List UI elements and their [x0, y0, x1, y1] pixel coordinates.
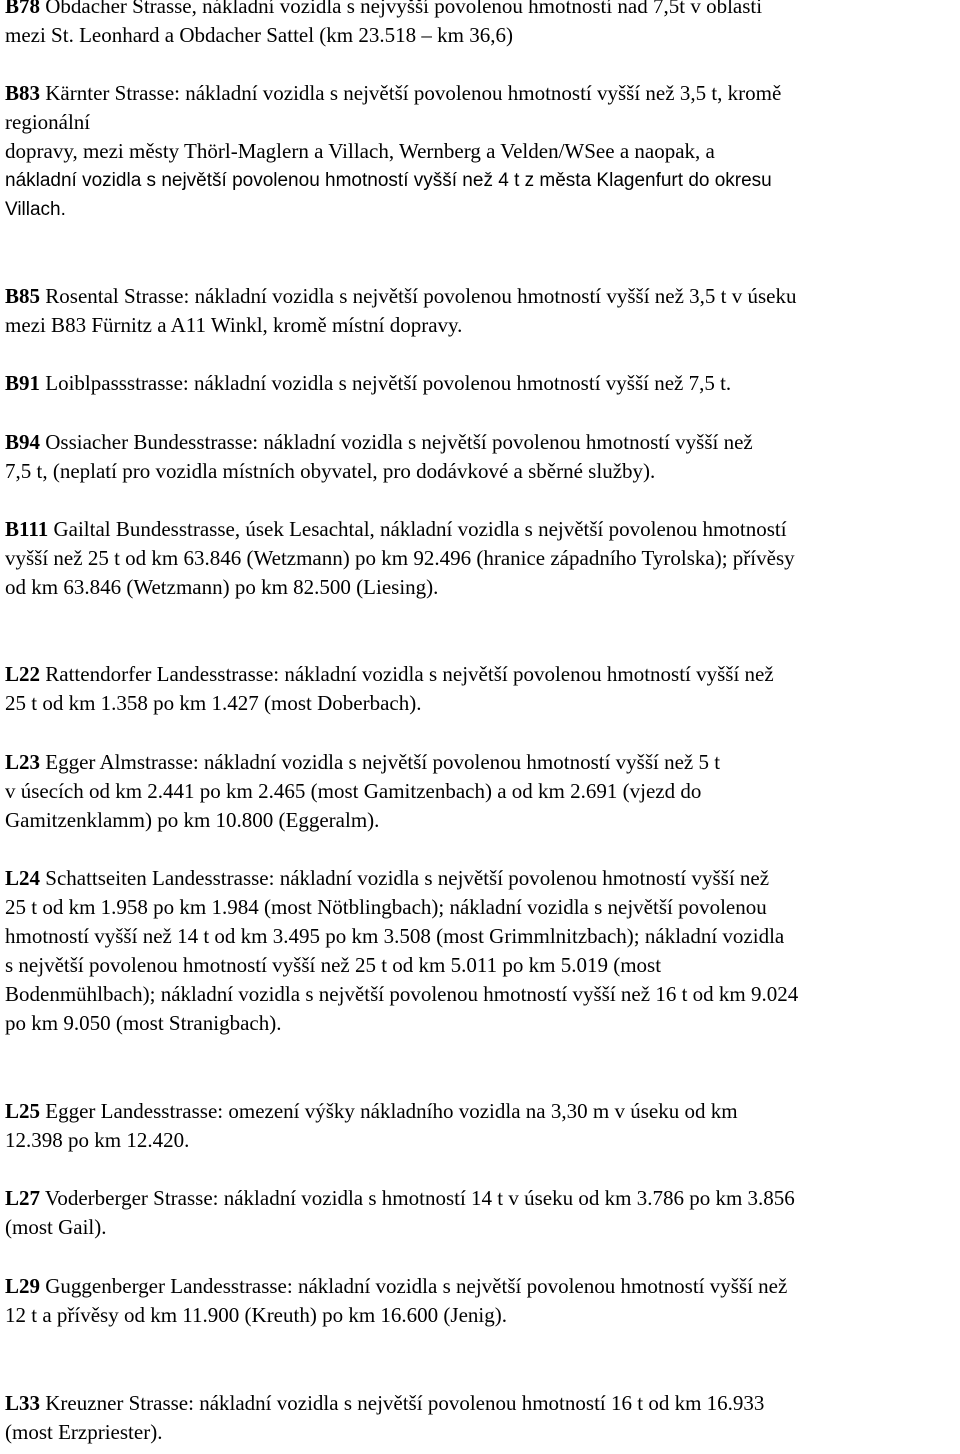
- road-restriction-l25: [5, 1097, 738, 1155]
- road-code: L27: [5, 1186, 41, 1210]
- text-line: hmotností vyšší než 14 t od km 3.495 po km 3.508 (most Grimmlnitzbach); nákladní vozidla: [5, 924, 785, 948]
- road-code: L29: [5, 1274, 41, 1298]
- text-line: [5, 428, 753, 457]
- text-line: (most Gail).: [5, 1215, 107, 1239]
- road-restriction-l27: [5, 1184, 795, 1242]
- road-restriction-l33: [5, 1389, 764, 1447]
- text-line: [5, 748, 720, 777]
- road-code: B94: [5, 430, 41, 454]
- road-code: B111: [5, 517, 49, 541]
- restriction-text: Kärnter Strasse: nákladní vozidla s největší povolenou hmotností vyšší než 3,5 t, kromě: [40, 81, 782, 105]
- road-restriction-b111: [5, 515, 795, 602]
- road-restriction-l24: [5, 864, 798, 1038]
- restriction-text: Egger Landesstrasse: omezení výšky nákladního vozidla na 3,30 m v úseku od km: [40, 1099, 738, 1123]
- restriction-text: Loiblpassstrasse: nákladní vozidla s největší povolenou hmotností vyšší než 7,5 t.: [40, 371, 732, 395]
- restriction-text: Schattseiten Landesstrasse: nákladní vozidla s největší povolenou hmotností vyšší než: [40, 866, 770, 890]
- road-code: L24: [5, 866, 41, 890]
- text-line: 25 t od km 1.358 po km 1.427 (most Doberbach).: [5, 691, 422, 715]
- road-restriction-l22: [5, 660, 774, 718]
- road-code: L22: [5, 662, 41, 686]
- road-restriction-b78: [5, 0, 762, 50]
- text-line: v úsecích od km 2.441 po km 2.465 (most Gamitzenbach) a od km 2.691 (vjezd do: [5, 779, 702, 803]
- text-line: Villach.: [5, 199, 66, 220]
- text-line: [5, 515, 795, 544]
- text-line: mezi St. Leonhard a Obdacher Sattel (km 23.518 – km 36,6): [5, 23, 513, 47]
- restriction-text: Guggenberger Landesstrasse: nákladní vozidla s největší povolenou hmotností vyšší než: [40, 1274, 788, 1298]
- restriction-text: Egger Almstrasse: nákladní vozidla s největší povolenou hmotností vyšší než 5 t: [40, 750, 721, 774]
- road-restriction-l29: [5, 1272, 787, 1330]
- text-line: Gamitzenklamm) po km 10.800 (Eggeralm).: [5, 808, 380, 832]
- text-line: s největší povolenou hmotností vyšší než 25 t od km 5.011 po km 5.019 (most: [5, 953, 662, 977]
- text-line: [5, 0, 762, 21]
- road-code: L23: [5, 750, 41, 774]
- text-line: mezi B83 Fürnitz a A11 Winkl, kromě místní dopravy.: [5, 313, 463, 337]
- text-line: 7,5 t, (neplatí pro vozidla místních obyvatel, pro dodávkové a sběrné služby).: [5, 459, 656, 483]
- text-line: [5, 660, 774, 689]
- text-line: Bodenmühlbach); nákladní vozidla s největší povolenou hmotností vyšší než 16 t od km 9.024: [5, 982, 799, 1006]
- restriction-text: Obdacher Strasse, nákladní vozidla s nejvyšší povolenou hmotností nad 7,5t v oblasti: [40, 0, 763, 18]
- restriction-text: Kreuzner Strasse: nákladní vozidla s největší povolenou hmotností 16 t od km 16.933: [40, 1391, 765, 1415]
- text-line: dopravy, mezi městy Thörl-Maglern a Villach, Wernberg a Velden/WSee a naopak, a: [5, 139, 715, 163]
- road-code: B83: [5, 81, 41, 105]
- restriction-text: Voderberger Strasse: nákladní vozidla s hmotností 14 t v úseku od km 3.786 po km 3.856: [40, 1186, 795, 1210]
- road-code: L33: [5, 1391, 41, 1415]
- restriction-text: Gailtal Bundesstrasse, úsek Lesachtal, nákladní vozidla s největší povolenou hmotností: [48, 517, 787, 541]
- road-code: L25: [5, 1099, 41, 1123]
- text-line: regionální: [5, 110, 91, 134]
- road-restriction-b83: [5, 79, 781, 224]
- road-restriction-b91: [5, 369, 731, 398]
- restriction-text: Rattendorfer Landesstrasse: nákladní vozidla s největší povolenou hmotností vyšší než: [40, 662, 774, 686]
- text-line: [5, 79, 781, 108]
- text-line: [5, 1097, 738, 1126]
- road-code: B85: [5, 284, 41, 308]
- restriction-text: Rosental Strasse: nákladní vozidla s největší povolenou hmotností vyšší než 3,5 t v úseku: [40, 284, 797, 308]
- text-line: nákladní vozidla s největší povolenou hmotností vyšší než 4 t z města Klagenfurt do okresu: [5, 170, 772, 191]
- text-line: [5, 1272, 787, 1301]
- text-line: [5, 1184, 795, 1213]
- text-line: 25 t od km 1.958 po km 1.984 (most Nötblingbach); nákladní vozidla s největší povolenou: [5, 895, 767, 919]
- road-code: B78: [5, 0, 41, 18]
- text-line: 12 t a přívěsy od km 11.900 (Kreuth) po km 16.600 (Jenig).: [5, 1303, 507, 1327]
- road-restriction-b85: [5, 282, 797, 340]
- restriction-text: Ossiacher Bundesstrasse: nákladní vozidla s největší povolenou hmotností vyšší než: [40, 430, 753, 454]
- text-line: [5, 1389, 764, 1418]
- text-line: vyšší než 25 t od km 63.846 (Wetzmann) po km 92.496 (hranice západního Tyrolska); přívěsy: [5, 546, 795, 570]
- text-line: [5, 282, 797, 311]
- road-restriction-l23: [5, 748, 720, 835]
- text-line: [5, 864, 798, 893]
- road-restriction-b94: [5, 428, 753, 486]
- text-line: [5, 369, 731, 398]
- text-line: 12.398 po km 12.420.: [5, 1128, 190, 1152]
- text-line: po km 9.050 (most Stranigbach).: [5, 1011, 282, 1035]
- text-line: od km 63.846 (Wetzmann) po km 82.500 (Liesing).: [5, 575, 439, 599]
- road-code: B91: [5, 371, 41, 395]
- text-line: (most Erzpriester).: [5, 1420, 163, 1444]
